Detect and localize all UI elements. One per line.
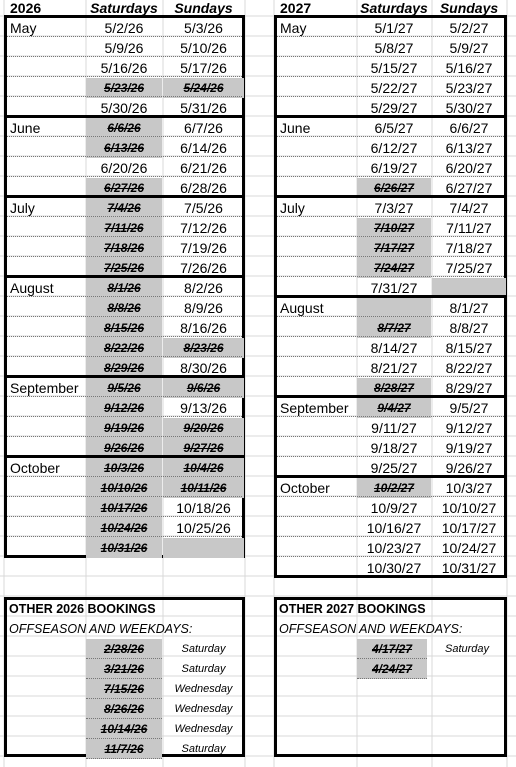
month-label: October	[10, 460, 60, 476]
saturday-date[interactable]: 10/17/26	[86, 498, 162, 518]
other-booking-day: Saturday	[181, 643, 226, 655]
saturday-date[interactable]: 7/17/27	[357, 238, 431, 258]
saturday-date[interactable]: 8/7/27	[357, 318, 431, 338]
row-divider	[277, 256, 504, 257]
sunday-date[interactable]: 10/10/27	[441, 500, 497, 516]
sunday-date[interactable]: 5/2/27	[449, 20, 489, 36]
row-divider	[277, 456, 504, 457]
sunday-date[interactable]: 6/14/26	[180, 140, 227, 156]
saturday-date[interactable]: 9/4/27	[357, 398, 431, 418]
sunday-date[interactable]: 10/3/27	[445, 480, 493, 496]
other-booking-date[interactable]: 8/26/26	[86, 699, 162, 719]
row-divider	[7, 236, 242, 237]
saturday-date[interactable]: 6/26/27	[357, 178, 431, 198]
row-divider	[277, 556, 504, 557]
row-divider	[7, 256, 242, 257]
month-label: June	[280, 120, 311, 136]
saturday-date[interactable]: 8/8/26	[86, 298, 162, 318]
row-divider	[277, 276, 504, 277]
year-header: 2027	[280, 0, 312, 16]
row-divider	[7, 356, 242, 357]
saturdays-header: Saturdays	[90, 0, 158, 16]
row-divider	[7, 56, 242, 57]
saturday-date[interactable]: 5/29/27	[370, 100, 418, 116]
sunday-date[interactable]: 8/1/27	[449, 300, 489, 316]
sunday-date[interactable]	[163, 538, 244, 558]
sunday-date[interactable]: 10/11/26	[163, 478, 244, 498]
saturday-date[interactable]: 7/11/26	[86, 218, 162, 238]
other-bookings-subtitle: OFFSEASON AND WEEKDAYS:	[279, 622, 463, 636]
saturday-date[interactable]: 8/21/27	[370, 360, 418, 376]
month-label: August	[280, 300, 324, 316]
sunday-date[interactable]: 8/23/26	[163, 338, 244, 358]
saturday-date[interactable]: 9/25/27	[370, 460, 418, 476]
saturday-date[interactable]: 8/29/26	[86, 358, 162, 378]
month-label: May	[280, 20, 307, 36]
row-divider	[277, 316, 504, 317]
saturday-date[interactable]: 7/18/26	[86, 238, 162, 258]
row-divider	[277, 416, 504, 417]
sunday-date[interactable]: 10/18/26	[176, 500, 231, 516]
sunday-date[interactable]: 10/4/26	[163, 458, 244, 478]
saturday-date[interactable]: 8/28/27	[357, 378, 431, 398]
month-label: July	[10, 200, 35, 216]
other-bookings-title: OTHER 2027 BOOKINGS	[279, 602, 426, 616]
row-divider	[7, 136, 242, 137]
saturday-date[interactable]: 6/6/26	[86, 118, 162, 138]
saturday-date[interactable]: 9/26/26	[86, 438, 162, 458]
saturday-date[interactable]: 9/19/26	[86, 418, 162, 438]
other-booking-date[interactable]: 7/15/26	[86, 679, 162, 699]
other-booking-date[interactable]: 4/17/27	[357, 639, 427, 659]
sunday-date[interactable]: 7/19/26	[180, 240, 227, 256]
sunday-date[interactable]: 6/21/26	[180, 160, 227, 176]
sunday-date[interactable]: 6/7/26	[184, 120, 223, 136]
other-booking-day: Saturday	[444, 643, 490, 655]
saturday-date[interactable]: 5/2/26	[104, 20, 144, 36]
saturday-date[interactable]: 5/16/26	[100, 60, 148, 76]
row-divider	[7, 476, 242, 477]
sunday-date[interactable]: 8/29/27	[445, 380, 493, 396]
other-booking-date[interactable]: 10/14/26	[86, 719, 162, 739]
sundays-header: Sundays	[439, 0, 499, 16]
row-divider	[7, 176, 242, 177]
row-divider	[277, 536, 504, 537]
sunday-date[interactable]: 9/6/26	[163, 378, 244, 398]
saturday-date[interactable]: 10/10/26	[86, 478, 162, 498]
row-divider	[277, 96, 504, 97]
sunday-date[interactable]: 5/24/26	[163, 78, 244, 98]
sunday-date[interactable]: 5/9/27	[449, 40, 489, 56]
sunday-date[interactable]: 9/13/26	[180, 400, 227, 416]
sunday-date[interactable]: 9/12/27	[445, 420, 493, 436]
saturday-date[interactable]: 5/8/27	[374, 40, 414, 56]
saturday-date[interactable]: 10/9/27	[370, 500, 418, 516]
row-divider	[277, 336, 504, 337]
sunday-date[interactable]: 8/22/27	[445, 360, 493, 376]
sunday-date[interactable]: 7/11/27	[446, 220, 492, 236]
saturday-date[interactable]: 6/27/26	[86, 178, 162, 198]
sunday-date[interactable]: 5/3/26	[184, 20, 223, 36]
saturday-date[interactable]: 5/23/26	[86, 78, 162, 98]
sundays-header: Sundays	[174, 0, 233, 16]
row-divider	[277, 496, 504, 497]
saturday-date[interactable]: 7/3/27	[374, 200, 414, 216]
sunday-date[interactable]: 6/20/27	[445, 160, 493, 176]
row-divider	[86, 758, 162, 759]
other-booking-day	[432, 659, 502, 679]
row-divider	[277, 156, 504, 157]
row-divider	[277, 56, 504, 57]
sunday-date[interactable]: 7/18/27	[445, 240, 493, 256]
saturday-date[interactable]: 5/9/26	[104, 40, 144, 56]
sunday-date[interactable]: 10/24/27	[441, 540, 497, 556]
other-bookings-title: OTHER 2026 BOOKINGS	[9, 602, 156, 616]
saturday-date[interactable]: 8/1/26	[86, 278, 162, 298]
other-booking-day: Saturday	[181, 743, 226, 755]
saturday-date[interactable]: 6/12/27	[370, 140, 418, 156]
row-divider	[7, 396, 242, 397]
sunday-date[interactable]: 8/16/26	[180, 320, 227, 336]
sunday-date[interactable]: 5/10/26	[180, 40, 227, 56]
saturday-date[interactable]: 9/11/27	[371, 420, 417, 436]
other-booking-date[interactable]: 3/21/26	[86, 659, 162, 679]
saturday-date[interactable]: 6/20/26	[100, 160, 148, 176]
row-divider	[7, 316, 242, 317]
saturday-date[interactable]: 9/18/27	[370, 440, 418, 456]
saturday-date[interactable]: 10/24/26	[86, 518, 162, 538]
row-divider	[7, 336, 242, 337]
other-bookings-subtitle: OFFSEASON AND WEEKDAYS:	[9, 622, 193, 636]
sunday-date[interactable]: 5/31/26	[180, 100, 227, 116]
sunday-date[interactable]: 5/16/27	[445, 60, 493, 76]
month-label: June	[10, 120, 41, 136]
sunday-date[interactable]: 6/13/27	[445, 140, 493, 156]
sunday-date[interactable]: 10/25/26	[176, 520, 231, 536]
year-header: 2026	[10, 0, 42, 16]
saturday-date[interactable]: 7/24/27	[357, 258, 431, 278]
saturday-date[interactable]: 9/5/26	[86, 378, 162, 398]
row-divider	[7, 416, 242, 417]
sunday-date[interactable]: 6/27/27	[445, 180, 493, 196]
row-divider	[277, 436, 504, 437]
saturday-date[interactable]: 5/1/27	[374, 20, 414, 36]
sunday-date[interactable]: 9/5/27	[449, 400, 489, 416]
sunday-date[interactable]: 9/27/26	[163, 438, 244, 458]
sunday-date[interactable]: 5/30/27	[445, 100, 493, 116]
sunday-date[interactable]: 8/30/26	[180, 360, 227, 376]
saturday-date[interactable]: 8/22/26	[86, 338, 162, 358]
other-booking-day: Wednesday	[174, 703, 233, 715]
saturday-date[interactable]: 10/2/27	[357, 478, 431, 498]
sunday-date[interactable]: 5/17/26	[180, 60, 227, 76]
other-booking-date[interactable]: 4/24/27	[357, 659, 427, 679]
sunday-date[interactable]: 7/12/26	[180, 220, 227, 236]
saturday-date[interactable]: 10/16/27	[366, 520, 422, 536]
saturday-date[interactable]: 8/14/27	[370, 340, 418, 356]
sunday-date[interactable]: 7/5/26	[184, 200, 223, 216]
saturday-date[interactable]: 7/31/27	[370, 280, 418, 296]
month-label: October	[280, 480, 330, 496]
row-divider	[7, 36, 242, 37]
saturday-date[interactable]: 7/25/26	[86, 258, 162, 278]
saturday-date[interactable]: 6/19/27	[370, 160, 418, 176]
saturday-date[interactable]: 6/5/27	[374, 120, 414, 136]
row-divider	[277, 136, 504, 137]
saturday-date[interactable]: 9/12/26	[86, 398, 162, 418]
sunday-date[interactable]: 8/8/27	[449, 320, 489, 336]
row-divider	[277, 376, 504, 377]
saturday-date[interactable]: 10/3/26	[86, 458, 162, 478]
saturday-date[interactable]: 5/30/26	[100, 100, 148, 116]
month-label: May	[10, 20, 37, 36]
row-divider	[277, 356, 504, 357]
saturday-date[interactable]	[357, 298, 431, 318]
saturday-date[interactable]: 5/22/27	[370, 80, 418, 96]
sunday-date[interactable]: 5/23/27	[445, 80, 493, 96]
sunday-date[interactable]: 9/26/27	[445, 460, 493, 476]
row-divider	[7, 496, 242, 497]
row-divider	[357, 678, 427, 679]
month-label: July	[280, 200, 305, 216]
sunday-date[interactable]: 8/2/26	[184, 280, 223, 296]
saturday-date[interactable]: 8/15/26	[86, 318, 162, 338]
sunday-date[interactable]: 8/15/27	[445, 340, 493, 356]
month-label: August	[10, 280, 54, 296]
row-divider	[7, 156, 242, 157]
other-booking-date[interactable]: 11/7/26	[86, 739, 162, 759]
saturday-date[interactable]: 10/31/26	[86, 538, 162, 558]
saturday-date[interactable]: 7/4/26	[86, 198, 162, 218]
saturday-date[interactable]: 6/13/26	[86, 138, 162, 158]
other-booking-day: Wednesday	[174, 723, 233, 735]
saturdays-header: Saturdays	[360, 0, 428, 16]
other-booking-day: Wednesday	[174, 683, 233, 695]
sunday-date[interactable]: 6/28/26	[180, 180, 227, 196]
saturday-date[interactable]: 10/30/27	[366, 560, 422, 576]
other-booking-date[interactable]: 2/28/26	[86, 639, 162, 659]
row-divider	[7, 76, 242, 77]
row-divider	[7, 216, 242, 217]
sunday-date[interactable]: 6/6/27	[449, 120, 489, 136]
month-label: September	[10, 380, 79, 396]
row-divider	[277, 216, 504, 217]
sunday-date[interactable]: 7/25/27	[445, 260, 493, 276]
row-divider	[277, 36, 504, 37]
sunday-date[interactable]: 9/19/27	[445, 440, 493, 456]
row-divider	[277, 76, 504, 77]
row-divider	[277, 176, 504, 177]
saturday-date[interactable]: 7/10/27	[357, 218, 431, 238]
row-divider	[7, 96, 242, 97]
saturday-date[interactable]: 5/15/27	[370, 60, 418, 76]
month-label: September	[280, 400, 349, 416]
sunday-date[interactable]: 9/20/26	[163, 418, 244, 438]
sunday-date[interactable]: 7/4/27	[449, 200, 489, 216]
sunday-date[interactable]: 7/26/26	[180, 260, 227, 276]
row-divider	[7, 436, 242, 437]
row-divider	[277, 236, 504, 237]
saturday-date[interactable]: 10/23/27	[366, 540, 422, 556]
row-divider	[7, 296, 242, 297]
sunday-date[interactable]: 8/9/26	[184, 300, 223, 316]
sunday-date[interactable]: 10/31/27	[441, 560, 497, 576]
sunday-date[interactable]: 10/17/27	[441, 520, 497, 536]
row-divider	[7, 516, 242, 517]
row-divider	[7, 536, 242, 537]
other-booking-day: Saturday	[181, 663, 226, 675]
row-divider	[277, 516, 504, 517]
